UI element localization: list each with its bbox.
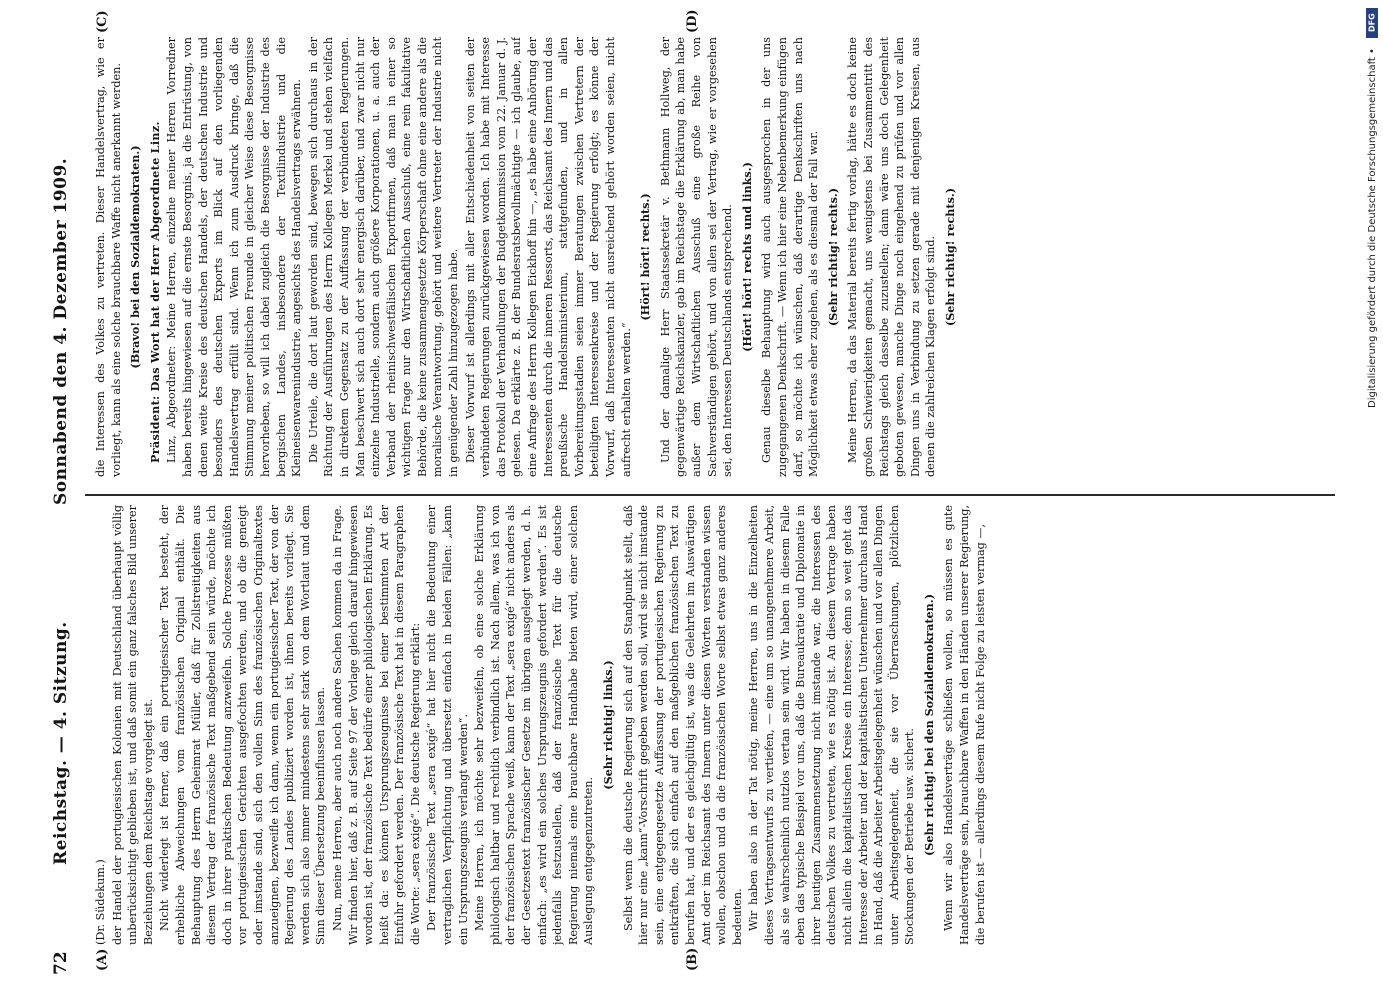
paragraph: Und der damalige Herr Staatssekretär v. Bethmann Hollweg, der gegenwärtige Reichskanzler, gab im Reichstage die Erklärung ab, man habe außer dem Wirtschaftlichen Ausschuß eine große Reihe von Sachverständigen gehört, und von allen sei der Vertrag, wie er vorgesehen sei, den Interessen Deutschlands entsprechend. bbox=[658, 37, 735, 477]
paragraph: Selbst wenn die deutsche Regierung sich auf den Standpunkt stellt, daß hier nur eine „kann“-Vorschrift gegeben werden soll, wird sie nicht imstande sein, eine entgegengesetzte Auffassung der portugiesischen Regierung zu entkräften, die sich einfach auf den maßgeblichen französischen Text zu berufen hat, und der es gleichgültig ist, was die Gelehrten im Auswärtigen Amt oder im Reichsamt des Innern unter diesen Worten verstanden wissen wollen, obschon und da die französischen Worte selbst etwas ganz anderes bedeuten. bbox=[621, 505, 744, 945]
paragraph: Meine Herren, da das Material bereits fertig vorlag, hätte es doch keine großen Schwierigkeiten gemacht, uns wenigstens bei Zusammentritt des Reichstags gleich dasselbe zuzustellen; dann wäre uns doch Gelegenheit geboten gewesen, manche Dinge noch eingehend zu prüfen und vor allen Dingen uns in Verbindung zu setzen gerade mit denjenigen Kreisen, aus denen die zahlreichen Klagen erfolgt sind. bbox=[846, 37, 938, 477]
paragraph: die Interessen des Volkes zu vertreten. Dieser Handelsvertrag, wie er vorliegt, kann als eine solche brauchbare Waffe nicht anerkannt werden. bbox=[94, 37, 123, 477]
dfg-logo-icon: DFG bbox=[1366, 8, 1378, 38]
interjection: (Sehr richtig! bei den Sozialdemokraten.) bbox=[921, 594, 936, 856]
page-number: 72 bbox=[51, 951, 71, 975]
interjection: (Sehr richtig! rechts.) bbox=[825, 187, 840, 327]
interjection: (Bravo! bei den Sozialdemokraten.) bbox=[128, 145, 143, 369]
page-header bbox=[45, 15, 85, 975]
interjection: (Sehr richtig! rechts.) bbox=[942, 187, 957, 327]
paragraph: Nicht widerlegt ist ferner, daß ein portugiesischer Text besteht, der erhebliche Abweichungen vom französischen Original enthält. Die Behauptung des Herrn Geheimrat Müller, daß für Zollstreitigkeiten aus diesem Vertrag der französische Text maßgebend sein würde, möchte ich doch in ihrer praktischen Bedeutung anzweifeln. Solche Prozesse müßten vor portugiesischen Gerichten ausgefochten werden, und ob die geneigt oder imstande sind, sich den vollen Sinn des französischen Originaltextes anzueignen, bezweifle ich dann, wenn ein portugiesischer Text, der von der Regierung des Landes publiziert worden ist, ihnen bereits vorliegt. Sie werden sich also immer mindestens sehr stark von dem Wortlaut und dem Sinn dieser Übersetzung beeinflussen lassen. bbox=[158, 505, 328, 945]
paragraph: Meine Herren, ich möchte sehr bezweifeln, ob eine solche Erklärung philologisch haltbar und rechtlich verbindlich ist. Nach allem, was ich von der französischen Sprache weiß, kann der Text „sera exigé“ nicht anders als der Gesetzestext französischer Gesetze im übrigen ausgelegt werden, d. h. einfach: „es wird ein solches Ursprungszeugnis gefordert werden“. Es ist jedenfalls festzustellen, daß der französische Text für die deutsche Regierung niemals eine brauchbare Handhabe bieten wird, einer solchen Auslegung entgegenzutreten. bbox=[473, 505, 596, 945]
margin-mark-b: (B) bbox=[685, 947, 700, 971]
interjection: (Hört! hört! rechts und links.) bbox=[739, 162, 754, 352]
rotated-document-page bbox=[45, 9, 1345, 975]
paragraph: Wir haben also in der Tat nötig, meine Herren, uns in die Einzelheiten dieses Vertragsentwurfs zu vertiefen, — eine um so unangenehmere Arbeit, als sie wahrscheinlich nutzlos vertan sein wird. Wir haben in diesem Falle eben das typische Beispiel vor uns, daß die Bureaukratie und Diplomatie in ihrer heutigen Zusammensetzung nicht imstande war, die Interessen des deutschen Volkes zu vertreten, wie es nötig ist. An diesem Vertrage haben nicht allein die kapitalistischen Kreise ein Interesse; denn so weit geht das Interesse der Arbeiter und der kapitalistischen Unternehmer durchaus Hand in Hand, daß die Arbeiter Arbeitsgelegenheit wünschen und vor allen Dingen unter Arbeitsgelegenheit, die sie vor Überraschungen, plötzlichen Stockungen der Betriebe usw. sichert. bbox=[747, 505, 917, 945]
interjection: (Sehr richtig! links.) bbox=[601, 660, 615, 790]
digitization-attribution bbox=[1364, 8, 1378, 992]
margin-mark-c: (C) bbox=[95, 10, 110, 33]
interjection: (Hört! hört! rechts.) bbox=[638, 193, 653, 321]
session-date: Sonnabend den 4. Dezember 1909. bbox=[51, 157, 71, 505]
paragraph: Dieser Vorwurf ist allerdings mit aller Entschiedenheit von seiten der verbündeten Regierungen zurückgewiesen worden. Ich habe mit Interesse das Protokoll der Verhandlungen der Budgetkommission vom 22. Januar d. J. gelesen. Da erklärte z. B. der Bundesratsbevollmächtigte — ich glaube, auf eine Anfrage des Herrn Kollegen Eickhoff hin —, „es habe eine Anhörung der Interessenten durch die inneren Ressorts, das Reichsamt des Innern und das preußische Handelsministerium, stattgefunden, und in allen Vorbereitungsstadien seien immer Beratungen zwischen Vertretern der beteiligten Interessenkreise und der Regierung erfolgt; es könne der Vorwurf, daß Interessenten nicht ausreichend gehört worden seien, nicht aufrecht erhalten werden.“ bbox=[463, 37, 633, 477]
paragraph: der Handel der portugiesischen Kolonien mit Deutschland überhaupt völlig unberücksichtigt geblieben ist, und daß somit ein ganz falsches Bild unserer Beziehungen dem Reichstage vorgelegt ist. bbox=[110, 505, 155, 945]
paragraph: Wenn wir also Handelsverträge schließen wollen, so müssen es gute Handelsverträge sein, brauchbare Waffen in den Händen unserer Regierung, die berufen ist — allerdings diesem Rufe nicht Folge zu leisten vermag —, bbox=[942, 505, 987, 945]
paragraph: Genau dieselbe Behauptung wird auch ausgesprochen in der uns zugegangenen Denkschrift. — Wenn ich hier eine Nebenbemerkung einfügen darf, so möchte ich wünschen, daß derartige Denkschriften uns nach Möglichkeit etwas eher zugehen, als es diesmal der Fall war. bbox=[760, 37, 821, 477]
column-divider bbox=[85, 494, 1335, 496]
left-text-column bbox=[93, 505, 1333, 945]
margin-mark-a: (A) bbox=[95, 948, 110, 971]
session-title: Reichstag. — 4. Sitzung. bbox=[51, 621, 71, 865]
paragraph: Linz, Abgeordneter: Meine Herren, einzelne meiner Herren Vorredner haben bereits hingewiesen auf die ernste Besorgnis, ja die Entrüstung, von denen weite Kreise des deutschen Handels, der deutschen Industrie und besonders des deutschen Exports im Blick auf den vorliegenden Handelsvertrag erfüllt sind. Wenn ich zum Ausdruck bringe, daß die Stimmung meiner politischen Freunde in gleicher Weise diese Besorgnisse hervorheben, so will ich dabei zugleich die Besorgnisse der Industrie des bergischen Landes, insbesondere der Textilindustrie und die Kleineisenwarenindustrie, angesichts des Handelsvertrags erwähnen. bbox=[165, 37, 304, 477]
paragraph: Nun, meine Herren, aber auch noch andere Sachen kommen da in Frage. Wir finden hier, daß z. B. auf Seite 97 der Vorlage gleich darauf hingewiesen worden ist, der französische Text bedürfe einer philologischen Erklärung. Es heißt da: es können Ursprungszeugnisse bei einer bestimmten Art der Einfuhr gefordert werden. Der französische Text hat in diesem Paragraphen die Worte: „sera exigé“. Die deutsche Regierung erklärt: bbox=[330, 505, 422, 945]
quoted-paragraph: Der französische Text „sera exigé“ hat hier nicht die Bedeutung einer vertraglichen Verpflichtung und übersetzt einfach in beiden Fällen: „kann ein Ursprungszeugnis verlangt werden“. bbox=[425, 505, 470, 945]
right-text-column bbox=[93, 37, 1333, 477]
margin-mark-d: (D) bbox=[685, 9, 700, 33]
speaker-context: (Dr. Südekum.) bbox=[94, 859, 107, 945]
attribution-text: Digitalisierung gefördert durch die Deutsche Forschungsgemeinschaft • bbox=[1367, 48, 1378, 408]
paragraph: Die Urteile, die dort laut geworden sind, bewegen sich durchaus in der Richtung der Ausführungen des Herrn Kollegen Merkel und stehen vielfach in direktem Gegensatz zu der Auffassung der verbündeten Regierungen. Man beschwert sich auch dort sehr energisch darüber, und zwar nicht nur einzelne Industrielle, sondern auch größere Korporationen, u. a. auch der Verband der rheinischwestfälischen Exportfirmen, daß man in einer so wichtigen Frage nur den Wirtschaftlichen Ausschuß, eine rein fakultative Behörde, die keine zusammengesetzte Körperschaft ohne eine andere als die moralische Verantwortung, gehört und weitere Vertreter der Industrie nicht in genügender Zahl hinzugezogen habe. bbox=[306, 37, 461, 477]
president-statement: Präsident: Das Wort hat der Herr Abgeordnete Linz. bbox=[147, 121, 162, 463]
